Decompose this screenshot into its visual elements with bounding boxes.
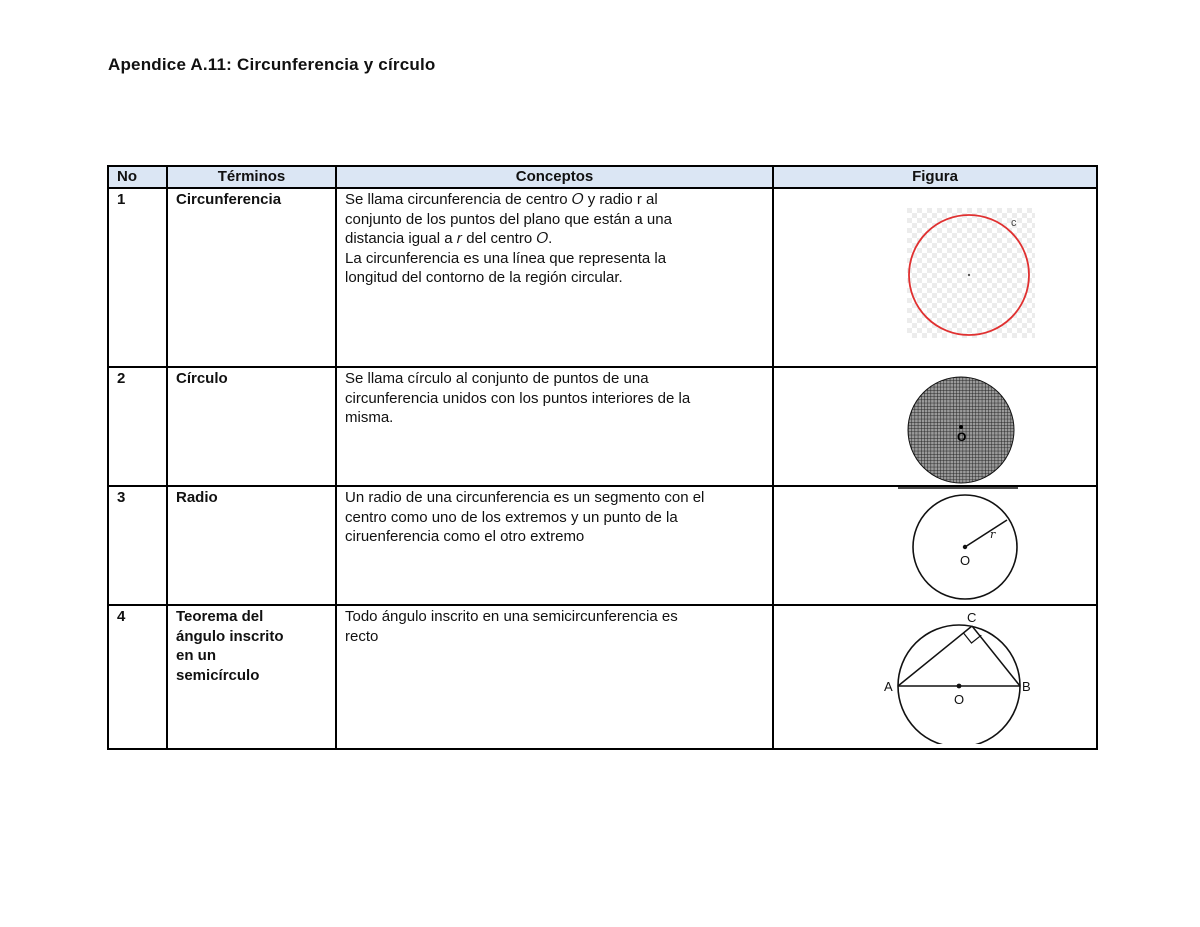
- concept-line: conjunto de los puntos del plano que están a una: [345, 210, 672, 228]
- row-figure: [773, 605, 1097, 749]
- center-dot: [959, 425, 963, 429]
- row-term: Circunferencia: [167, 188, 336, 367]
- page-title: Apendice A.11: Circunferencia y círculo: [108, 55, 436, 74]
- inscribed-angle-figure: [882, 608, 1042, 744]
- concept-line: recto: [345, 627, 379, 645]
- concept-line: circunferencia unidos con los puntos interiores de la: [345, 389, 691, 407]
- label-c: c: [1011, 217, 1017, 229]
- label-center: O: [960, 553, 971, 568]
- concept-line: La circunferencia es una línea que representa la: [345, 249, 667, 267]
- center-dot: [963, 545, 967, 549]
- label-b: B: [1022, 679, 1031, 694]
- label-radius: r: [990, 528, 996, 541]
- concept-line: Se llama circunferencia de centro 𝑂 y radio r al: [345, 191, 658, 208]
- row-number: 1: [108, 188, 167, 367]
- header-no: No: [108, 166, 167, 188]
- row-figure: [773, 367, 1097, 486]
- label-a: A: [884, 679, 893, 694]
- concept-line: Todo ángulo inscrito en una semicircunferencia es: [345, 608, 678, 625]
- concept-line: distancia igual a 𝑟 del centro 𝑂.: [345, 230, 553, 247]
- center-dot: [968, 274, 970, 276]
- concept-line: centro como uno de los extremos y un punto de la: [345, 508, 678, 526]
- center-dot: [957, 684, 962, 689]
- table-row: [108, 367, 1097, 486]
- row-concept: [336, 367, 773, 486]
- table-row: [108, 188, 1097, 367]
- row-figure: [773, 486, 1097, 605]
- table-header-row: [108, 166, 1097, 188]
- header-figure: Figura: [773, 166, 1097, 188]
- concept-line: ciruenferencia como el otro extremo: [345, 528, 585, 545]
- row-concept: [336, 188, 773, 367]
- row-concept: [336, 486, 773, 605]
- concept-line: misma.: [345, 409, 394, 426]
- terms-table: [107, 165, 1098, 750]
- concept-line: Un radio de una circunferencia es un segmento con el: [345, 489, 705, 506]
- table-row: [108, 486, 1097, 605]
- table-row: [108, 605, 1097, 749]
- term-line: ángulo inscrito: [176, 627, 284, 645]
- concept-line: longitud del contorno de la región circular.: [345, 269, 623, 286]
- row-figure: [773, 188, 1097, 367]
- label-center: O: [957, 430, 967, 444]
- term-line: en un: [176, 647, 216, 664]
- term-line: Teorema del: [176, 608, 264, 625]
- row-term: Círculo: [167, 367, 336, 486]
- header-concepts: Conceptos: [336, 166, 773, 188]
- label-o: O: [954, 692, 965, 707]
- row-concept: [336, 605, 773, 749]
- row-number: 4: [108, 605, 167, 749]
- row-number: 2: [108, 367, 167, 486]
- circle-figure: [905, 374, 1017, 486]
- row-term: Radio: [167, 486, 336, 605]
- concept-line: Se llama círculo al conjunto de puntos de una: [345, 370, 649, 387]
- radius-segment: [965, 520, 1007, 547]
- term-line: semicírculo: [176, 666, 260, 684]
- circumference-figure: [907, 208, 1037, 338]
- row-number: 3: [108, 486, 167, 605]
- header-terms: Términos: [167, 166, 336, 188]
- row-term: [167, 605, 336, 749]
- radius-figure: [898, 487, 1018, 603]
- chord-ac: [898, 626, 972, 686]
- label-c: C: [967, 610, 977, 625]
